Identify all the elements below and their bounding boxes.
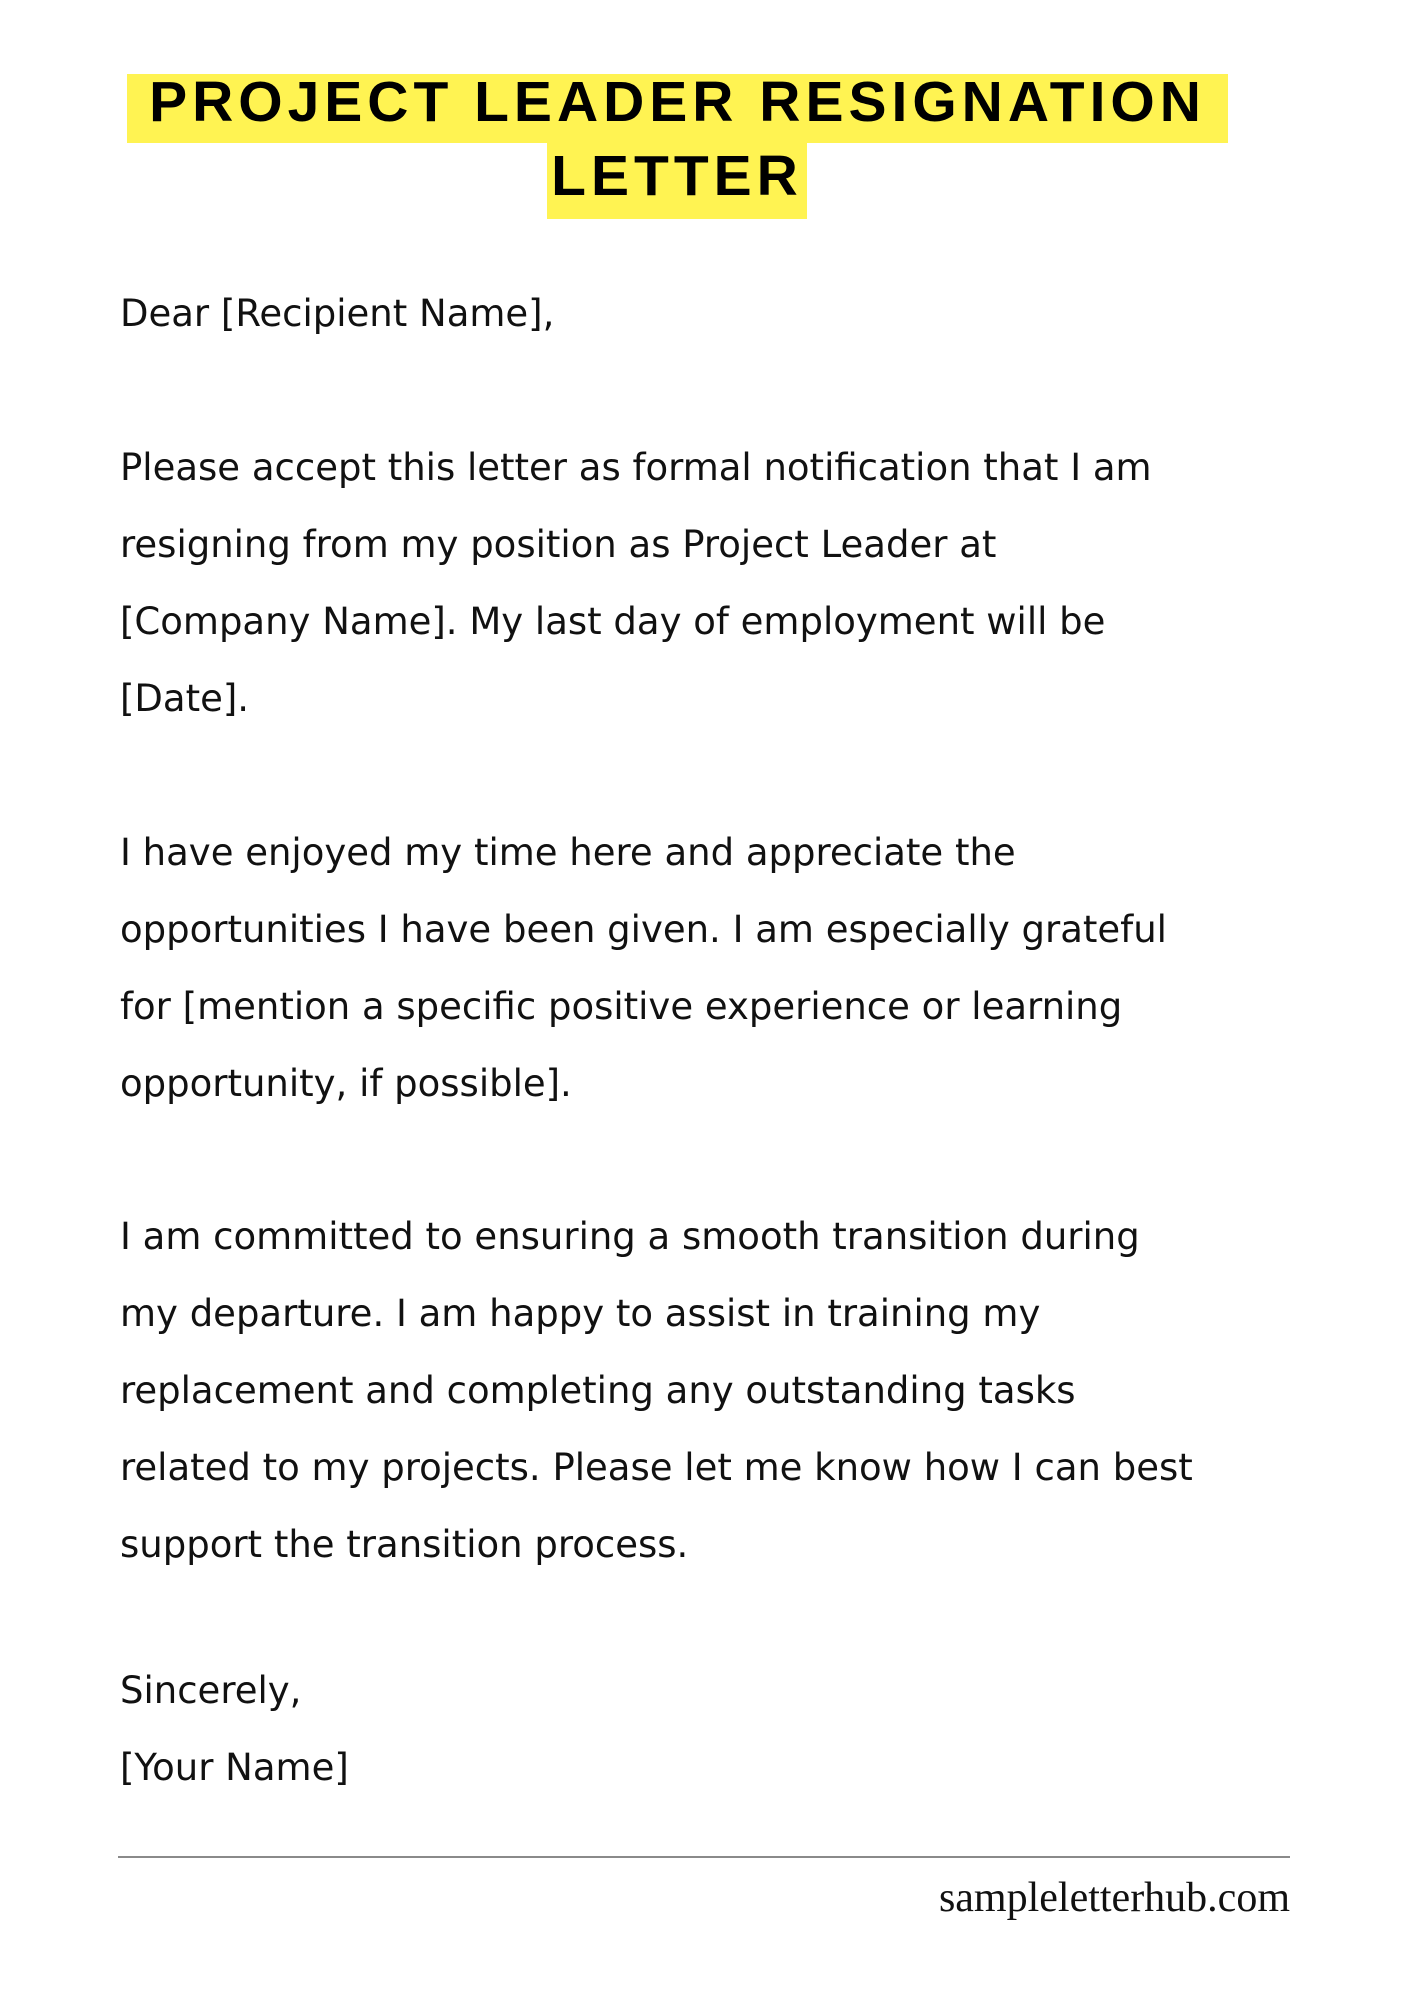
- paragraph-line: opportunity, if possible].: [120, 1062, 572, 1105]
- footer-divider: [118, 1856, 1290, 1858]
- paragraph-line: resigning from my position as Project Leader at: [120, 523, 997, 566]
- greeting-text: Dear [Recipient Name],: [120, 292, 555, 335]
- paragraph-line: opportunities I have been given. I am especially grateful: [120, 908, 1167, 951]
- page-title-line-1: PROJECT LEADER RESIGNATION: [149, 70, 1206, 134]
- paragraph-line: Please accept this letter as formal notification that I am: [120, 446, 1152, 489]
- greeting: [120, 275, 554, 352]
- paragraph-line: I have enjoyed my time here and appreciate the: [120, 831, 1016, 874]
- paragraph-line: for [mention a specific positive experience or learning: [120, 985, 1123, 1028]
- closing: Sincerely,: [120, 1669, 302, 1712]
- footer-website: sampleletterhub.com: [938, 1875, 1290, 1921]
- paragraph-line: my departure. I am happy to assist in training my: [120, 1292, 1041, 1335]
- paragraph-line: [Date].: [120, 677, 250, 720]
- title-highlight-line-1: [127, 70, 1228, 143]
- paragraph-line: replacement and completing any outstanding tasks: [120, 1369, 1076, 1412]
- title-highlight-line-2: [547, 143, 807, 219]
- paragraph-notification: [120, 429, 1152, 737]
- paragraph-line: related to my projects. Please let me know how I can best: [120, 1446, 1193, 1489]
- paragraph-gratitude: [120, 814, 1167, 1122]
- paragraph-line: [Company Name]. My last day of employment will be: [120, 600, 1106, 643]
- signoff: [120, 1652, 349, 1806]
- page-title-line-2: LETTER: [551, 144, 803, 208]
- paragraph-line: support the transition process.: [120, 1523, 689, 1566]
- signature-placeholder: [Your Name]: [120, 1746, 349, 1789]
- paragraph-transition: [120, 1198, 1193, 1583]
- paragraph-line: I am committed to ensuring a smooth transition during: [120, 1215, 1140, 1258]
